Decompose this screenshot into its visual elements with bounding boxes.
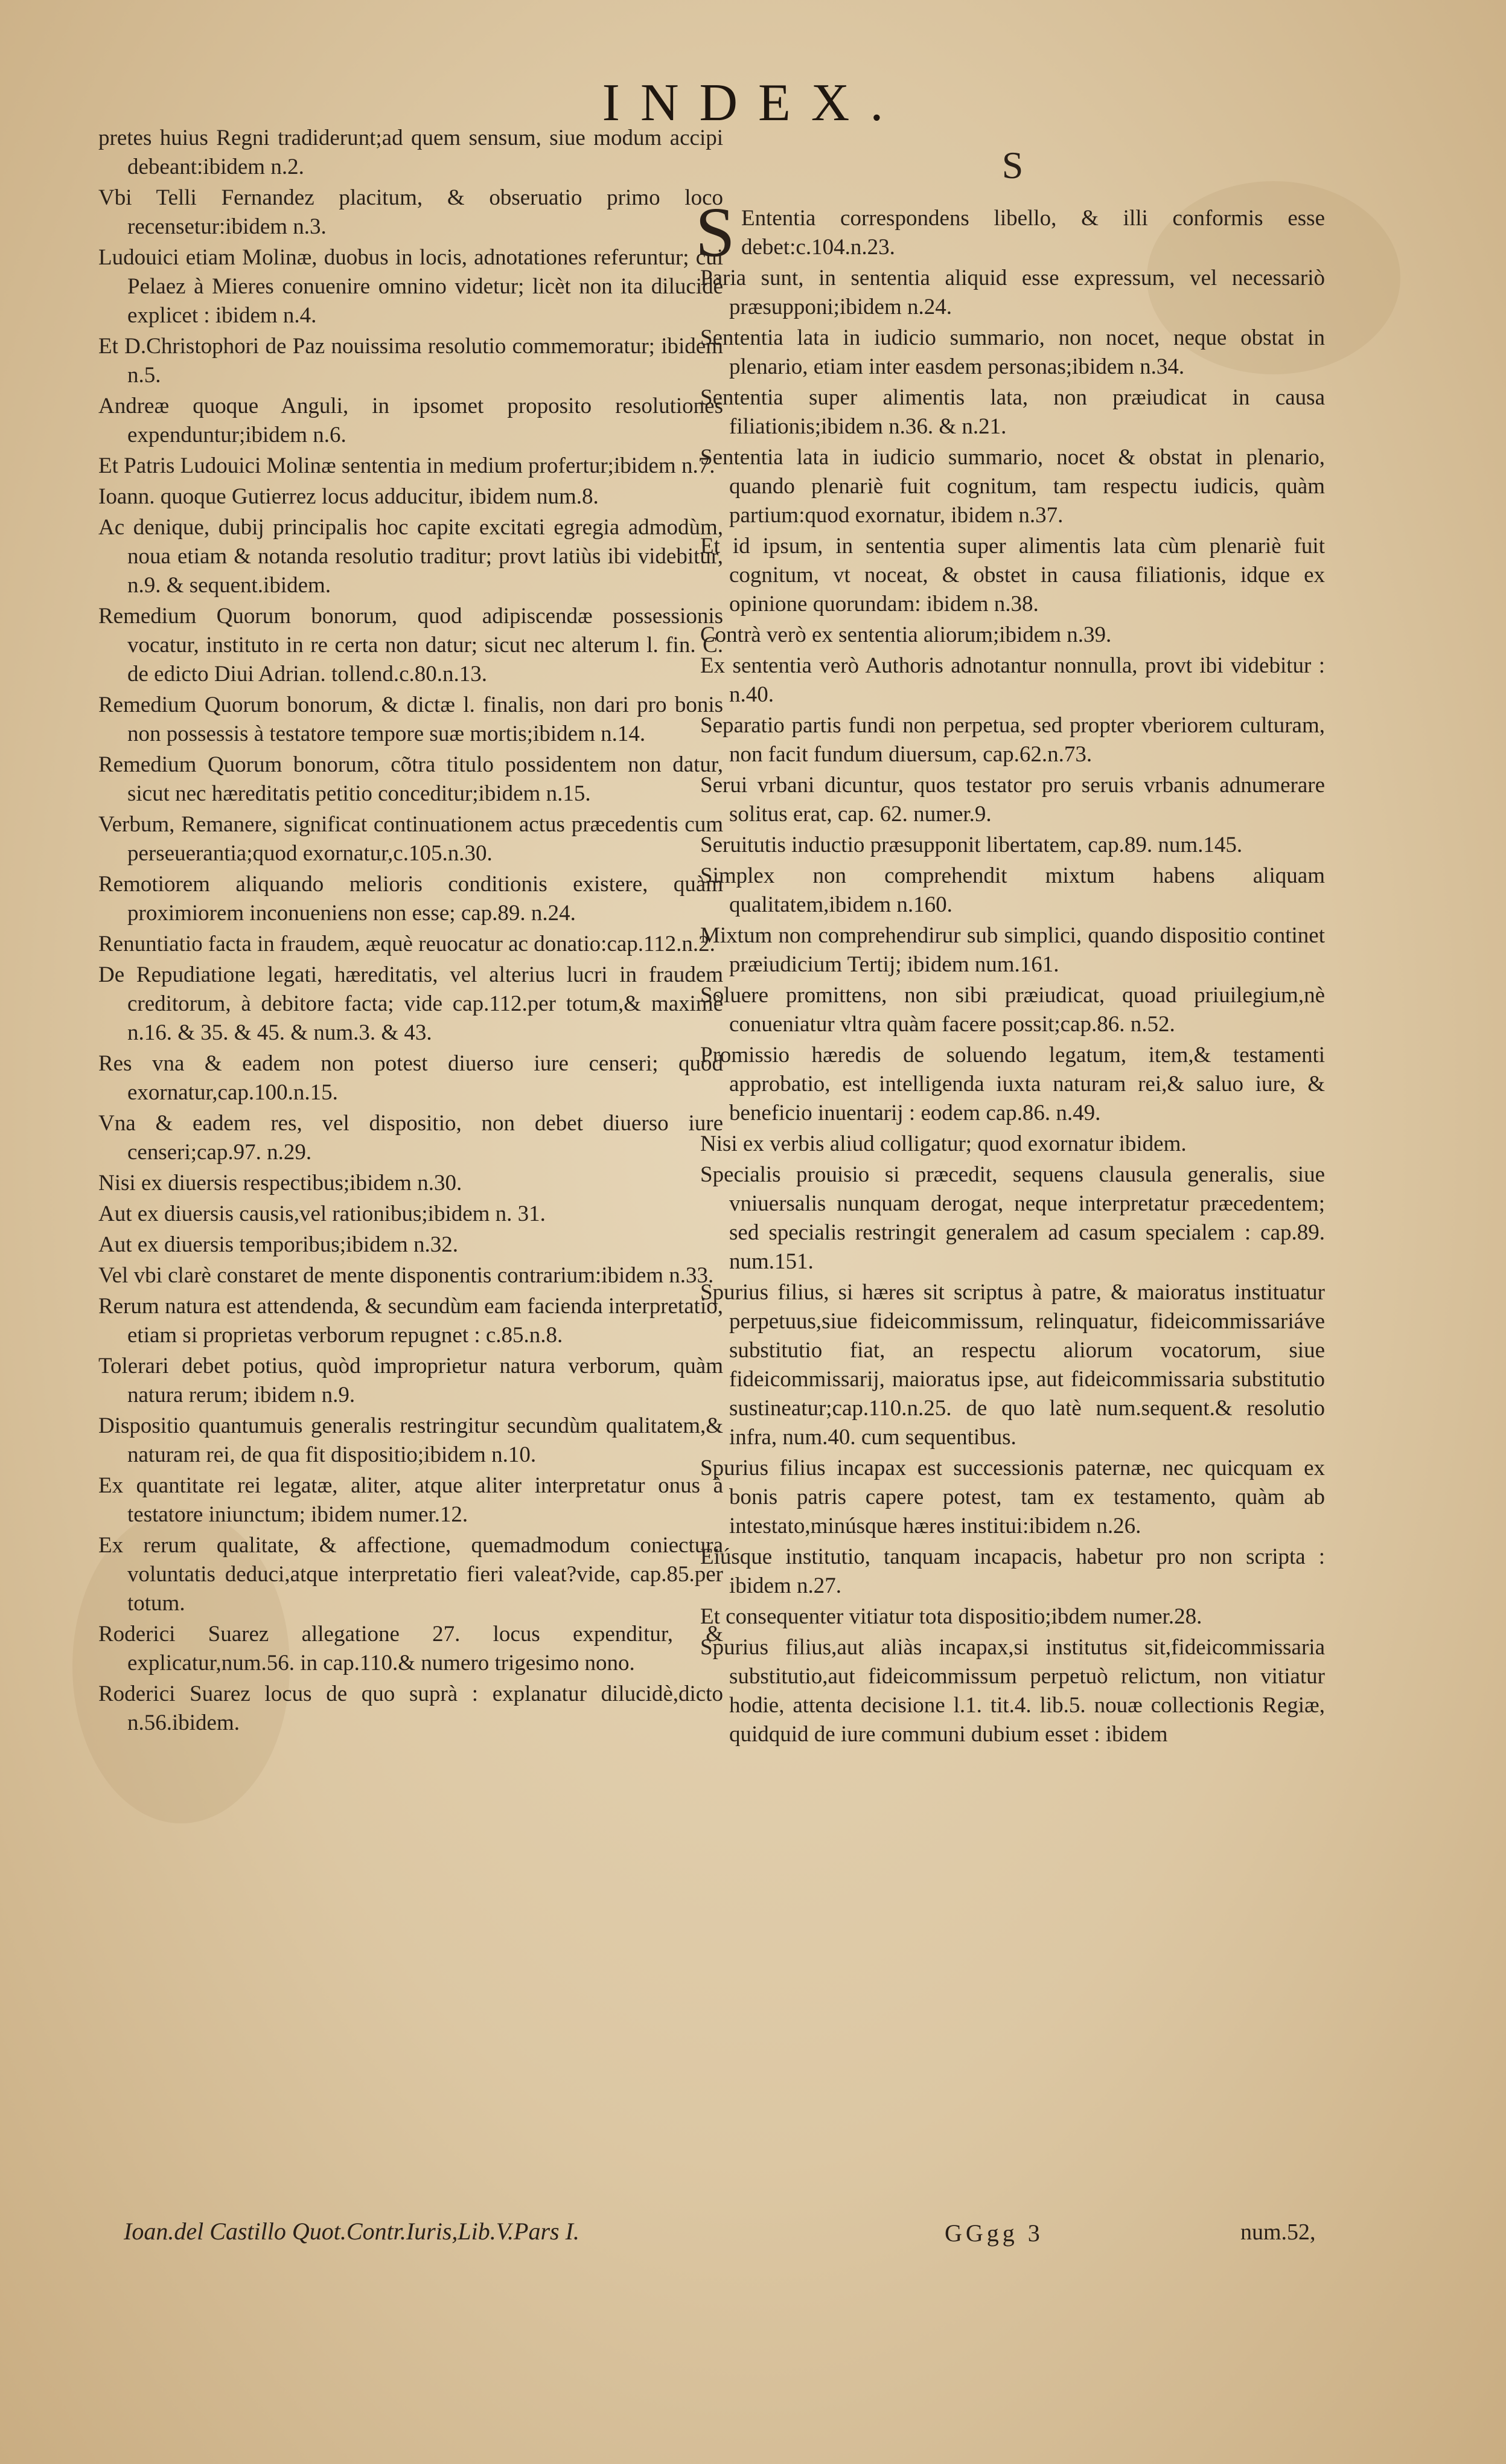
index-entry: Remedium Quorum bonorum, cõtra titulo possidentem non datur, sicut nec hæreditatis petitio conceditur;ibidem n.15. bbox=[98, 752, 723, 806]
index-entry: Et D.Christophori de Paz nouissima resolutio commemoratur; ibidem n.5. bbox=[98, 334, 723, 388]
index-entry: Remedium Quorum bonorum, & dictæ l. finalis, non dari pro bonis non possessis à testatore tempore suæ mortis;ibidem n.14. bbox=[98, 693, 723, 746]
index-entry: Soluere promittens, non sibi præiudicat, quoad priuilegium,nè conueniatur vltra quàm facere possit;cap.86. n.52. bbox=[700, 983, 1325, 1037]
index-entry: Ex sententia verò Authoris adnotantur nonnulla, provt ibi videbitur : n.40. bbox=[700, 653, 1325, 707]
index-entry: Sententia super alimentis lata, non præiudicat in causa filiationis;ibidem n.36. & n.21. bbox=[700, 385, 1325, 439]
index-entry-first bbox=[695, 193, 1325, 272]
index-entry: Spurius filius,aut aliàs incapax,si institutus sit,fideicommissaria substitutio,aut fideicommissum perpetuò relictum, non vitiatur hodie, attenta decisione l.1. tit.4. lib.5. nouæ collectionis Regiæ, quidquid de iure communi dubium esset : ibidem bbox=[700, 1635, 1325, 1747]
index-entry: Et consequenter vitiatur tota dispositio;ibdem numer.28. bbox=[700, 1604, 1202, 1629]
index-entry: Ioann. quoque Gutierrez locus adducitur, ibidem num.8. bbox=[98, 484, 599, 509]
index-entry: Dispositio quantumuis generalis restringitur secundùm qualitatem,& naturam rei, de qua fit dispositio;ibidem n.10. bbox=[98, 1413, 723, 1467]
index-entry: Andreæ quoque Anguli, in ipsomet proposito resolutiones expenduntur;ibidem n.6. bbox=[98, 394, 723, 447]
index-entry: Verbum, Remanere, significat continuationem actus præcedentis cum perseuerantia;quod exornatur,c.105.n.30. bbox=[98, 812, 723, 866]
index-entry: Aut ex diuersis temporibus;ibidem n.32. bbox=[98, 1232, 459, 1257]
index-entry: Specialis prouisio si præcedit, sequens clausula generalis, siue vniuersalis nunquam derogat, neque interpretatur præcedentem; sed specialis restringit generalem ad casum specialem : cap.89. num.151. bbox=[700, 1162, 1325, 1274]
index-entry: pretes huius Regni tradiderunt;ad quem sensum, siue modum accipi debeant:ibidem n.2. bbox=[98, 126, 723, 179]
index-entry: Vna & eadem res, vel dispositio, non debet diuerso iure censeri;cap.97. n.29. bbox=[98, 1111, 723, 1165]
index-entry: Roderici Suarez locus de quo suprà : explanatur dilucidè,dicto n.56.ibidem. bbox=[98, 1682, 723, 1735]
index-entry: Seruitutis inductio præsupponit libertatem, cap.89. num.145. bbox=[700, 833, 1243, 857]
index-entry: Mixtum non comprehendirur sub simplici, quando dispositio continet præiudicium Tertij; ibidem num.161. bbox=[700, 923, 1325, 977]
index-entry: Spurius filius incapax est successionis paternæ, nec quicquam ex bonis patris capere potest, tam ex testamento, quàm ab intestato,minúsque hæres institui:ibidem n.26. bbox=[700, 1456, 1325, 1538]
page-header: INDEX. bbox=[602, 74, 904, 132]
index-entry: Renuntiatio facta in fraudem, æquè reuocatur ac donatio:cap.112.n.2. bbox=[98, 932, 715, 956]
catchword: num.52, bbox=[1240, 2219, 1316, 2245]
first-entry-text: Ententia correspondens libello, & illi conformis esse debet:c.104.n.23. bbox=[741, 206, 1325, 260]
index-entry: Promissio hæredis de soluendo legatum, item,& testamenti approbatio, est intelligenda iuxta naturam rei,& saluo iure, & beneficio inuentarij : eodem cap.86. n.49. bbox=[700, 1043, 1325, 1125]
index-entry: Spurius filius, si hæres sit scriptus à patre, & maioratus instituatur perpetuus,siue fideicommissum, relinquatur, fideicommissariáve substitutio fiat, an respectu aliorum vocatorum, siue fideicommissarij, maioratus ipse, aut fideicommissaria substitutio sustineatur;cap.110.n.25. de quo latè num.sequent.& resolutio infra, num.40. cum sequentibus. bbox=[700, 1280, 1325, 1450]
index-entry: Paria sunt, in sententia aliquid esse expressum, vel necessariò præsupponi;ibidem n.24. bbox=[700, 266, 1325, 319]
index-entry: Serui vrbani dicuntur, quos testator pro seruis vrbanis adnumerare solitus erat, cap. 62. numer.9. bbox=[700, 773, 1325, 827]
section-letter: S bbox=[1001, 144, 1024, 187]
index-entry: Simplex non comprehendit mixtum habens aliquam qualitatem,ibidem n.160. bbox=[700, 863, 1325, 917]
right-column bbox=[695, 144, 1325, 1751]
index-entry: Separatio partis fundi non perpetua, sed propter vberiorem culturam, non facit fundum diuersum, cap.62.n.73. bbox=[700, 713, 1325, 767]
index-entry: Eiúsque institutio, tanquam incapacis, habetur pro non scripta : ibidem n.27. bbox=[700, 1544, 1325, 1598]
index-entry: Et id ipsum, in sententia super alimentis lata cùm plenariè fuit cognitum, vt noceat, & obstet in causa filiationis, idque ex opinione quorundam: ibidem n.38. bbox=[700, 534, 1325, 616]
running-title: Ioan.del Castillo Quot.Contr.Iuris,Lib.V.Pars I. bbox=[124, 2218, 579, 2245]
index-entry: Sententia lata in iudicio summario, nocet & obstat in plenario, quando plenariè fuit cognitum, tam respectu iudicis, quàm partium:quod exornatur, ibidem n.37. bbox=[700, 445, 1325, 528]
index-entry: Nisi ex verbis aliud colligatur; quod exornatur ibidem. bbox=[700, 1131, 1187, 1156]
index-entry: Et Patris Ludouici Molinæ sententia in medium profertur;ibidem n.7. bbox=[98, 453, 715, 478]
drop-cap: S bbox=[695, 193, 735, 272]
index-entry: De Repudiatione legati, hæreditatis, vel alterius lucri in fraudem creditorum, à debitore facta; vide cap.112.per totum,& maximè n.16. & 35. & 45. & num.3. & 43. bbox=[98, 962, 723, 1045]
index-entry: Ex quantitate rei legatæ, aliter, atque aliter interpretatur onus à testatore iniunctum; ibidem numer.12. bbox=[98, 1473, 723, 1527]
index-entry: Res vna & eadem non potest diuerso iure censeri; quod exornatur,cap.100.n.15. bbox=[98, 1051, 723, 1105]
index-entry: Ludouici etiam Molinæ, duobus in locis, adnotationes referuntur; cui Pelaez à Mieres conuenire omnino videtur; licèt non ita dilucidè explicet : ibidem n.4. bbox=[98, 245, 723, 328]
index-entry: Vbi Telli Fernandez placitum, & obseruatio primo loco recensetur:ibidem n.3. bbox=[98, 185, 723, 239]
index-entry: Vel vbi clarè constaret de mente disponentis contrarium:ibidem n.33. bbox=[98, 1263, 714, 1288]
index-entry: Rerum natura est attendenda, & secundùm eam facienda interpretatio, etiam si proprietas verborum repugnet : c.85.n.8. bbox=[98, 1294, 723, 1348]
signature-mark: GGgg 3 bbox=[945, 2219, 1044, 2247]
index-entry: Ex rerum qualitate, & affectione, quemadmodum coniectura voluntatis deduci,atque interpretatio fieri valeat?vide, cap.85.per totum. bbox=[98, 1533, 723, 1616]
index-entry: Tolerari debet potius, quòd improprietur natura verborum, quàm natura rerum; ibidem n.9. bbox=[98, 1354, 723, 1407]
index-entry: Sententia lata in iudicio summario, non nocet, neque obstat in plenario, etiam inter easdem personas;ibidem n.34. bbox=[700, 325, 1325, 379]
index-entry: Remotiorem aliquando melioris conditionis existere, quàm proximiorem inconueniens non esse; cap.89. n.24. bbox=[98, 872, 723, 926]
index-entry: Remedium Quorum bonorum, quod adipiscendæ possessionis vocatur, instituto in re certa non datur; sicut nec alterum l. fin. C. de edicto Diui Adrian. tollend.c.80.n.13. bbox=[98, 604, 723, 686]
index-entry: Nisi ex diuersis respectibus;ibidem n.30. bbox=[98, 1171, 462, 1195]
index-entry: Aut ex diuersis causis,vel rationibus;ibidem n. 31. bbox=[98, 1202, 546, 1226]
left-column bbox=[98, 124, 723, 1739]
index-entry: Roderici Suarez allegatione 27. locus expenditur, & explicatur,num.56. in cap.110.& numero trigesimo nono. bbox=[98, 1622, 723, 1675]
index-entry: Ac denique, dubij principalis hoc capite excitati egregia admodùm, noua etiam & notanda resolutio traditur; provt latiùs ibi videbitur, n.9. & sequent.ibidem. bbox=[98, 515, 723, 598]
index-entry: Contrà verò ex sententia aliorum;ibidem n.39. bbox=[700, 622, 1112, 647]
